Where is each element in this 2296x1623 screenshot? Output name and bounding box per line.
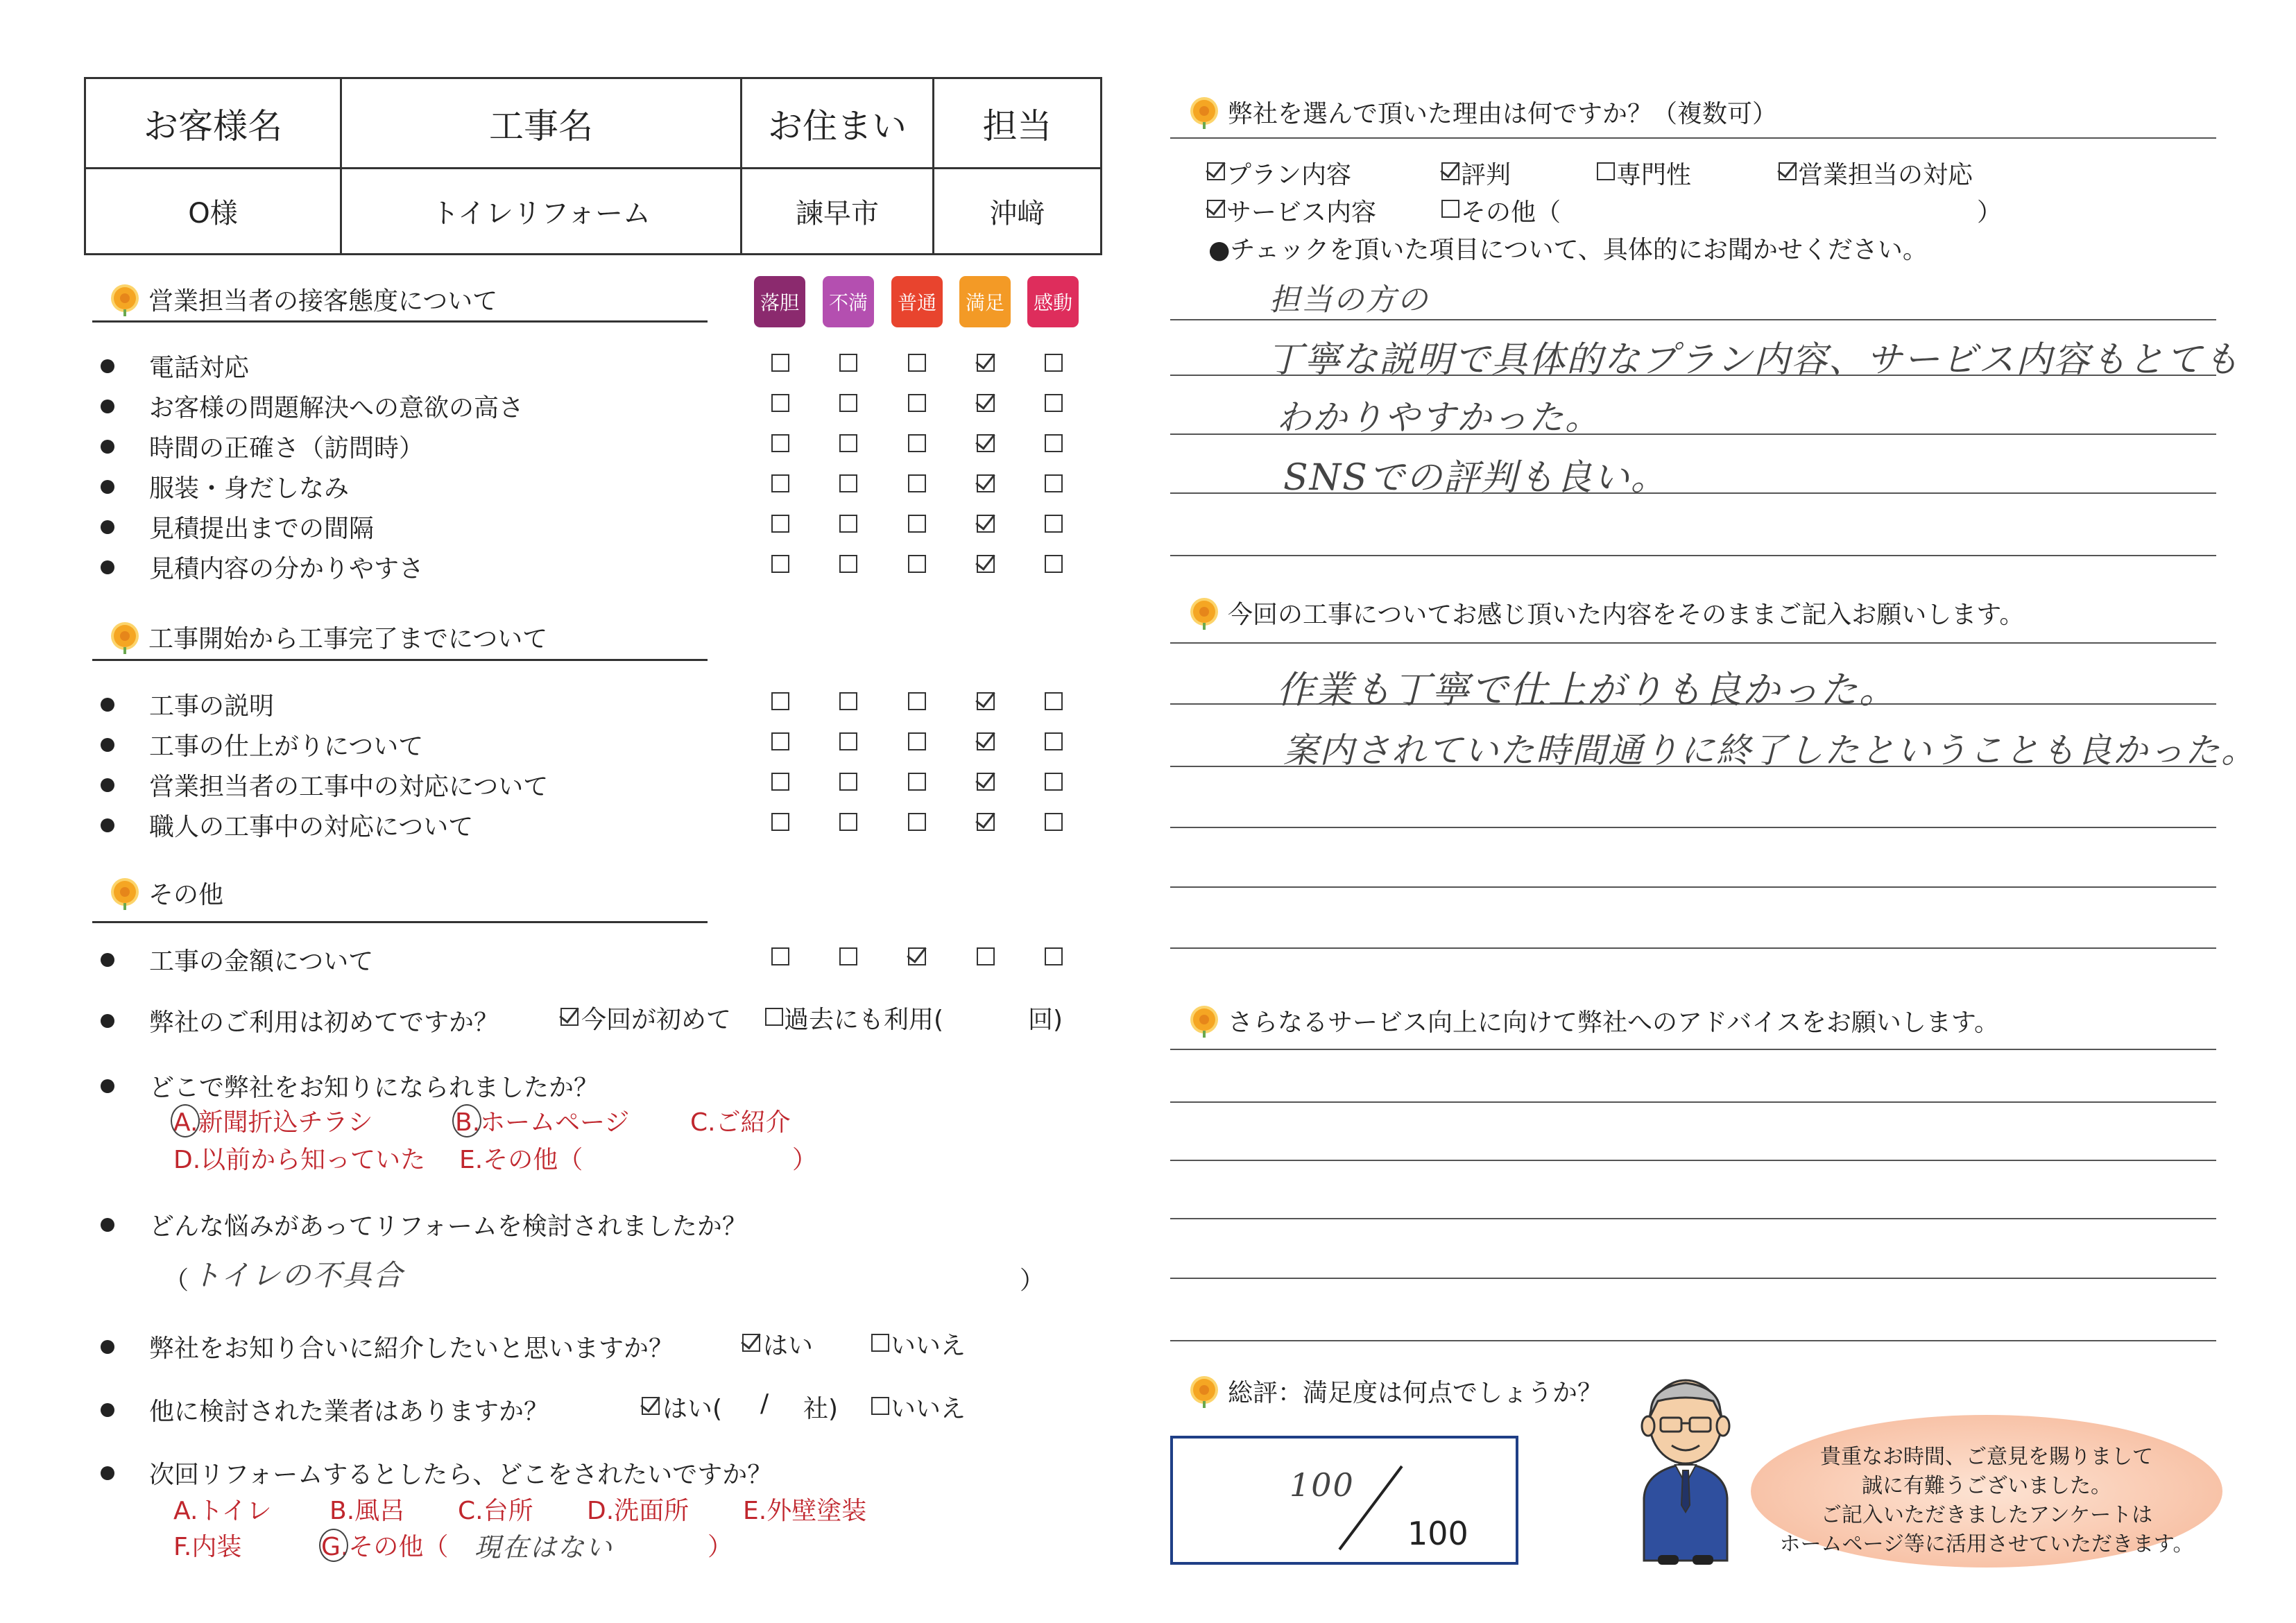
reason-other-close: ） — [1977, 198, 2003, 227]
rating-label-badge: 満足 — [959, 276, 1011, 327]
rating-checkbox[interactable] — [908, 813, 926, 831]
circle-mark — [171, 1104, 200, 1137]
rating-item-label: お客様の問題解決への意欲の高さ — [149, 394, 524, 422]
reason-plan-checkbox[interactable] — [1207, 162, 1225, 180]
rating-item-label: 職人の工事中の対応について — [149, 813, 474, 841]
rating-checkbox[interactable] — [771, 813, 789, 831]
rating-checkbox[interactable] — [977, 354, 995, 372]
refer-no-checkbox[interactable] — [871, 1334, 889, 1352]
rating-checkbox[interactable] — [771, 434, 789, 452]
reason-hand-line-4: SNSでの評判も良い。 — [1283, 457, 1668, 499]
thanks-line: 誠に有難うございました。 — [1862, 1474, 2111, 1498]
bullet — [101, 698, 114, 712]
flower-icon — [111, 624, 139, 651]
bullet — [101, 560, 114, 574]
rating-checkbox[interactable] — [977, 947, 995, 965]
next-option-f[interactable]: F.内装 — [173, 1533, 242, 1561]
vendors-no-label: いいえ — [891, 1395, 966, 1423]
header-residence: お住まい — [742, 78, 934, 169]
rating-checkbox[interactable] — [771, 515, 789, 533]
rating-row — [101, 469, 349, 504]
circle-mark — [319, 1529, 348, 1562]
rating-checkbox[interactable] — [977, 692, 995, 710]
past-use-label: 過去にも利用( — [784, 1006, 944, 1034]
bullet — [101, 818, 114, 832]
rule-line — [1170, 886, 2216, 888]
flower-icon — [1190, 599, 1218, 627]
section-title-sales: 営業担当者の接客態度について — [111, 282, 497, 317]
how-know-question: どこで弊社をお知りになられましたか？ — [101, 1068, 599, 1104]
rating-checkbox[interactable] — [1045, 394, 1063, 412]
next-option-g[interactable]: G.その他（ — [321, 1533, 449, 1561]
rule-line — [1170, 1160, 2216, 1161]
next-other-answer: 現在はない — [474, 1532, 614, 1563]
reason-detail-prompt: ●チェックを頂いた項目について、具体的にお聞かせください。 — [1208, 236, 1928, 264]
thanks-bubble — [1751, 1415, 2222, 1568]
rating-label-badge: 普通 — [891, 276, 943, 327]
rating-checkbox[interactable] — [977, 555, 995, 573]
mascot-illustration — [1616, 1373, 1755, 1568]
next-reform-question: 次回リフォームするとしたら、どこをされたいですか？ — [101, 1455, 772, 1491]
reason-service-checkbox[interactable] — [1207, 200, 1225, 218]
next-option-d[interactable]: D.洗面所 — [587, 1497, 689, 1525]
rating-item-label: 工事の金額について — [149, 947, 374, 976]
bullet — [101, 400, 114, 413]
bullet — [101, 359, 114, 373]
rating-row — [101, 942, 373, 977]
thanks-message — [1751, 1443, 2222, 1559]
flower-icon — [1190, 1007, 1218, 1035]
rating-checkbox[interactable] — [1045, 555, 1063, 573]
next-option-g-close: ） — [708, 1533, 733, 1561]
first-use-label: 今回が初めて — [581, 1006, 732, 1034]
rule-line — [1170, 1340, 2216, 1341]
rating-row — [101, 767, 548, 802]
know-option-e-close: ） — [792, 1146, 818, 1174]
reason-reputation-label: 評判 — [1461, 161, 1511, 189]
rating-checkbox[interactable] — [1045, 474, 1063, 492]
section-title-score: 総評：満足度は何点でしょうか？ — [1190, 1373, 1602, 1409]
rating-checkbox[interactable] — [908, 692, 926, 710]
rating-row — [101, 727, 423, 762]
rule-line — [1170, 827, 2216, 828]
rule-line — [1170, 642, 2216, 644]
worry-question: どんな悩みがあってリフォームを検討されましたか？ — [101, 1207, 747, 1242]
reason-expertise-checkbox[interactable] — [1597, 162, 1615, 180]
rating-checkbox[interactable] — [771, 732, 789, 750]
rating-checkbox[interactable] — [1045, 947, 1063, 965]
rating-checkbox[interactable] — [771, 474, 789, 492]
flower-icon — [1190, 98, 1218, 126]
rating-checkbox[interactable] — [771, 555, 789, 573]
refer-yes-label: はい — [763, 1332, 814, 1360]
rating-checkbox[interactable] — [908, 947, 926, 965]
residence: 諫早市 — [742, 169, 934, 255]
know-option-a[interactable]: A.新聞折込チラシ — [173, 1108, 373, 1137]
rating-item-label: 工事の説明 — [149, 692, 275, 721]
rating-label-badge: 感動 — [1027, 276, 1079, 327]
vendors-unit: 社) — [803, 1395, 839, 1423]
section-title-impression: 今回の工事についてお感じ頂いた内容をそのままご記入お願いします。 — [1190, 595, 2024, 630]
rating-checkbox[interactable] — [771, 354, 789, 372]
rating-checkbox[interactable] — [908, 434, 926, 452]
rating-row — [101, 388, 524, 424]
rating-checkbox[interactable] — [908, 773, 926, 791]
rating-row — [101, 509, 374, 544]
reason-plan-label: プラン内容 — [1226, 161, 1352, 189]
reason-service-label: サービス内容 — [1226, 198, 1377, 227]
reason-hand-line-1: 担当の方の — [1269, 282, 1429, 318]
header-project-name: 工事名 — [341, 78, 742, 169]
rating-checkbox[interactable] — [839, 515, 857, 533]
rating-checkbox[interactable] — [771, 394, 789, 412]
bullet — [101, 778, 114, 792]
rating-checkbox[interactable] — [839, 692, 857, 710]
reason-sales-label: 営業担当の対応 — [1798, 161, 1973, 189]
flower-icon — [1190, 1377, 1218, 1405]
rating-row — [101, 807, 473, 843]
worry-open-paren: （ — [164, 1266, 189, 1295]
other-vendors-question: 他に検討された業者はありますか？ — [101, 1392, 549, 1427]
rating-checkbox[interactable] — [977, 732, 995, 750]
score-slash — [1326, 1459, 1409, 1556]
divider — [92, 659, 708, 661]
rule-line — [1170, 947, 2216, 949]
customer-name: O様 — [85, 169, 341, 255]
next-option-e[interactable]: E.外壁塗装 — [743, 1497, 867, 1525]
rating-checkbox[interactable] — [908, 732, 926, 750]
know-option-d[interactable]: D.以前から知っていた — [173, 1146, 426, 1174]
rating-item-label: 電話対応 — [149, 354, 250, 382]
rating-checkbox[interactable] — [839, 732, 857, 750]
reason-other-checkbox[interactable] — [1441, 200, 1459, 218]
next-option-b[interactable]: B.風呂 — [329, 1497, 405, 1525]
score-max: 100 — [1407, 1515, 1468, 1552]
reason-hand-line-2: 丁寧な説明で具体的なプラン内容、サービス内容もとても — [1267, 339, 2241, 381]
score-value: 100 — [1290, 1466, 1355, 1504]
know-option-c[interactable]: C.ご紹介 — [690, 1108, 791, 1137]
next-option-a[interactable]: A.トイレ — [173, 1497, 272, 1525]
rating-checkbox[interactable] — [908, 555, 926, 573]
customer-info-table — [84, 77, 1102, 255]
rating-checkbox[interactable] — [771, 947, 789, 965]
thanks-line: 貴重なお時間、ご意見を賜りまして — [1820, 1445, 2153, 1469]
know-option-b[interactable]: B.ホームページ — [455, 1108, 630, 1137]
rating-item-label: 時間の正確さ（訪問時） — [149, 434, 425, 463]
rating-checkbox[interactable] — [977, 773, 995, 791]
rule-line — [1170, 319, 2216, 320]
staff-name: 沖﨑 — [934, 169, 1102, 255]
rating-row — [101, 687, 274, 722]
rating-checkbox[interactable] — [839, 354, 857, 372]
rating-checkbox[interactable] — [1045, 434, 1063, 452]
refer-no-label: いいえ — [891, 1332, 966, 1360]
vendors-slash: / — [760, 1389, 769, 1418]
first-use-checkbox[interactable] — [560, 1008, 579, 1026]
rating-checkbox[interactable] — [839, 947, 857, 965]
rating-row — [101, 549, 424, 585]
bullet — [101, 1218, 114, 1232]
rating-checkbox[interactable] — [1045, 692, 1063, 710]
rule-line — [1170, 1218, 2216, 1219]
reason-sales-checkbox[interactable] — [1779, 162, 1797, 180]
rule-line — [1170, 1101, 2216, 1103]
vendors-yes-checkbox[interactable] — [642, 1397, 660, 1415]
reason-hand-line-3: わかりやすかった。 — [1276, 397, 1601, 438]
rating-checkbox[interactable] — [908, 474, 926, 492]
divider — [92, 921, 708, 923]
bullet — [101, 738, 114, 752]
rule-line — [1170, 137, 2216, 139]
next-option-c[interactable]: C.台所 — [458, 1497, 533, 1525]
rating-checkbox[interactable] — [1045, 813, 1063, 831]
bullet — [101, 1079, 114, 1093]
rating-checkbox[interactable] — [839, 555, 857, 573]
rating-checkbox[interactable] — [1045, 732, 1063, 750]
rating-checkbox[interactable] — [839, 474, 857, 492]
bullet — [101, 1403, 114, 1417]
rule-line — [1170, 1278, 2216, 1279]
rating-checkbox[interactable] — [1045, 354, 1063, 372]
impression-hand-line-2: 案内されていた時間通りに終了したということも良かった。 — [1283, 730, 2257, 771]
rating-checkbox[interactable] — [839, 773, 857, 791]
rating-row — [101, 348, 249, 384]
header-staff: 担当 — [934, 78, 1102, 169]
bullet — [101, 953, 114, 967]
section-title-advice: さらなるサービス向上に向けて弊社へのアドバイスをお願いします。 — [1190, 1003, 1999, 1038]
flower-icon — [111, 286, 139, 314]
rating-checkbox[interactable] — [1045, 773, 1063, 791]
rule-line — [1170, 1049, 2216, 1050]
rating-item-label: 工事の仕上がりについて — [149, 732, 424, 761]
past-use-checkbox[interactable] — [765, 1008, 783, 1026]
reason-other-label: その他（ — [1461, 198, 1561, 227]
section-title-construction: 工事開始から工事完了までについて — [111, 619, 547, 655]
thanks-line: ご記入いただきましたアンケートは — [1820, 1503, 2153, 1527]
rating-checkbox[interactable] — [908, 354, 926, 372]
bullet — [101, 440, 114, 454]
worry-close-paren: ） — [1020, 1266, 1045, 1295]
rating-item-label: 服装・身だしなみ — [149, 474, 350, 503]
first-use-question: 弊社のご利用は初めてですか？ — [101, 1003, 499, 1038]
bullet — [101, 520, 114, 534]
rating-checkbox[interactable] — [977, 813, 995, 831]
impression-hand-line-1: 作業も丁寧で仕上がりも良かった。 — [1276, 668, 1898, 712]
rating-checkbox[interactable] — [908, 515, 926, 533]
bullet — [101, 1340, 114, 1354]
circle-mark — [452, 1104, 481, 1137]
thanks-line: ホームページ等に活用させていただきます。 — [1779, 1532, 2194, 1556]
rating-checkbox[interactable] — [839, 813, 857, 831]
reason-expertise-label: 専門性 — [1616, 161, 1692, 189]
flower-icon — [111, 879, 139, 907]
score-box — [1170, 1436, 1518, 1565]
bullet — [101, 1466, 114, 1480]
know-option-e[interactable]: E.その他（ — [459, 1146, 583, 1174]
rating-checkbox[interactable] — [1045, 515, 1063, 533]
rating-checkbox[interactable] — [771, 692, 789, 710]
refer-question: 弊社をお知り合いに紹介したいと思いますか？ — [101, 1329, 674, 1364]
header-customer-name: お客様名 — [85, 78, 341, 169]
bullet — [101, 1014, 114, 1028]
rule-line — [1170, 555, 2216, 556]
rating-checkbox[interactable] — [977, 434, 995, 452]
vendors-yes-label: はい( — [662, 1395, 723, 1423]
rating-checkbox[interactable] — [908, 394, 926, 412]
past-use-count-suffix: 回) — [1028, 1006, 1063, 1034]
rating-label-badge: 不満 — [823, 276, 874, 327]
rating-item-label: 見積内容の分かりやすさ — [149, 555, 425, 583]
divider — [92, 320, 708, 323]
rating-label-badge: 落胆 — [754, 276, 805, 327]
project-name: トイレリフォーム — [341, 169, 742, 255]
worry-answer: トイレの不具合 — [191, 1258, 404, 1292]
rating-checkbox[interactable] — [977, 394, 995, 412]
section-title-reasons: 弊社を選んで頂いた理由は何ですか？（複数可） — [1190, 94, 1777, 130]
rating-row — [101, 429, 424, 464]
section-title-other: その他 — [111, 875, 223, 911]
vendors-no-checkbox[interactable] — [871, 1397, 889, 1415]
refer-yes-checkbox[interactable] — [742, 1334, 760, 1352]
rating-checkbox[interactable] — [977, 515, 995, 533]
rating-checkbox[interactable] — [771, 773, 789, 791]
rating-item-label: 営業担当者の工事中の対応について — [149, 773, 549, 801]
bullet — [101, 480, 114, 494]
rating-checkbox[interactable] — [839, 434, 857, 452]
rating-item-label: 見積提出までの間隔 — [149, 515, 375, 543]
rating-checkbox[interactable] — [977, 474, 995, 492]
reason-reputation-checkbox[interactable] — [1441, 162, 1459, 180]
rating-checkbox[interactable] — [839, 394, 857, 412]
